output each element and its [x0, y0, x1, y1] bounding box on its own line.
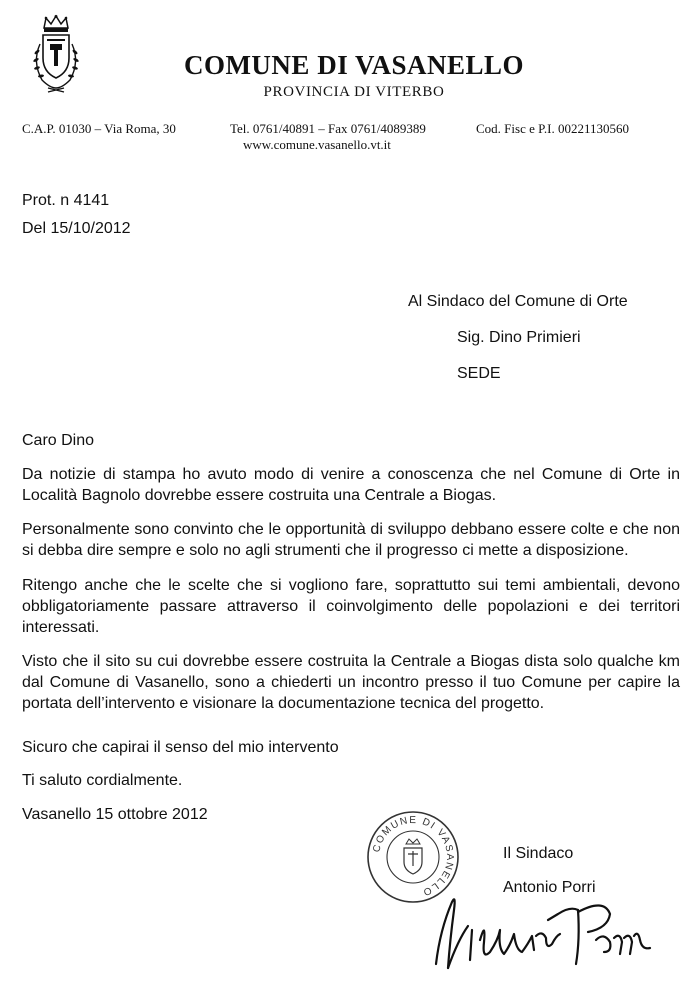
paragraph-1: Da notizie di stampa ho avuto modo di venire a conoscenza che nel Comune di Orte in Località Bagnolo dovrebbe essere costruita una Centrale a Biogas.: [22, 466, 680, 504]
svg-text:COMUNE DI VASANELLO: COMUNE DI VASANELLO: [371, 814, 456, 898]
closing-line-2: Ti saluto cordialmente.: [22, 772, 183, 789]
paragraph-4: Visto che il sito su cui dovrebbe essere costruita la Centrale a Biogas dista solo qualche km dal Comune di Vasanello, sono a chiederti un incontro presso il tuo Comune per capire la portata dell’intervento e visionare la documentazione tecnica del progetto.: [22, 653, 680, 712]
closing-line-1: Sicuro che capirai il senso del mio intervento: [22, 739, 339, 756]
place-date: Vasanello 15 ottobre 2012: [22, 806, 208, 823]
signatory-name: Antonio Porri: [503, 879, 596, 896]
signatory-role: Il Sindaco: [503, 845, 574, 862]
municipality-name: COMUNE DI VASANELLO: [183, 50, 525, 80]
paragraph-3: Ritengo anche che le scelte che si vogliono fare, soprattutto sui temi ambientali, devono obbligatoriamente passare attraverso il coinvolgimento delle popolazioni e dei territori interessati.: [22, 577, 680, 636]
recipient-line-1: Al Sindaco del Comune di Orte: [408, 293, 628, 310]
phone-fax: Tel. 0761/40891 – Fax 0761/4089389: [230, 121, 426, 136]
handwritten-signature-icon: [428, 880, 658, 980]
website: www.comune.vasanello.vt.it: [243, 137, 391, 152]
province-name: PROVINCIA DI VITERBO: [263, 84, 445, 100]
tax-codes: Cod. Fisc e P.I. 00221130560: [476, 121, 629, 136]
recipient-line-3: SEDE: [457, 365, 501, 382]
salutation: Caro Dino: [22, 432, 95, 449]
postal-address: C.A.P. 01030 – Via Roma, 30: [22, 121, 176, 136]
protocol-number: Prot. n 4141: [22, 192, 110, 209]
recipient-line-2: Sig. Dino Primieri: [457, 329, 581, 346]
protocol-date: Del 15/10/2012: [22, 220, 131, 237]
paragraph-2: Personalmente sono convinto che le opportunità di sviluppo debbano essere colte e che non si debba dire sempre e solo no agli strumenti che il progresso ci mette a disposizione.: [22, 521, 680, 559]
